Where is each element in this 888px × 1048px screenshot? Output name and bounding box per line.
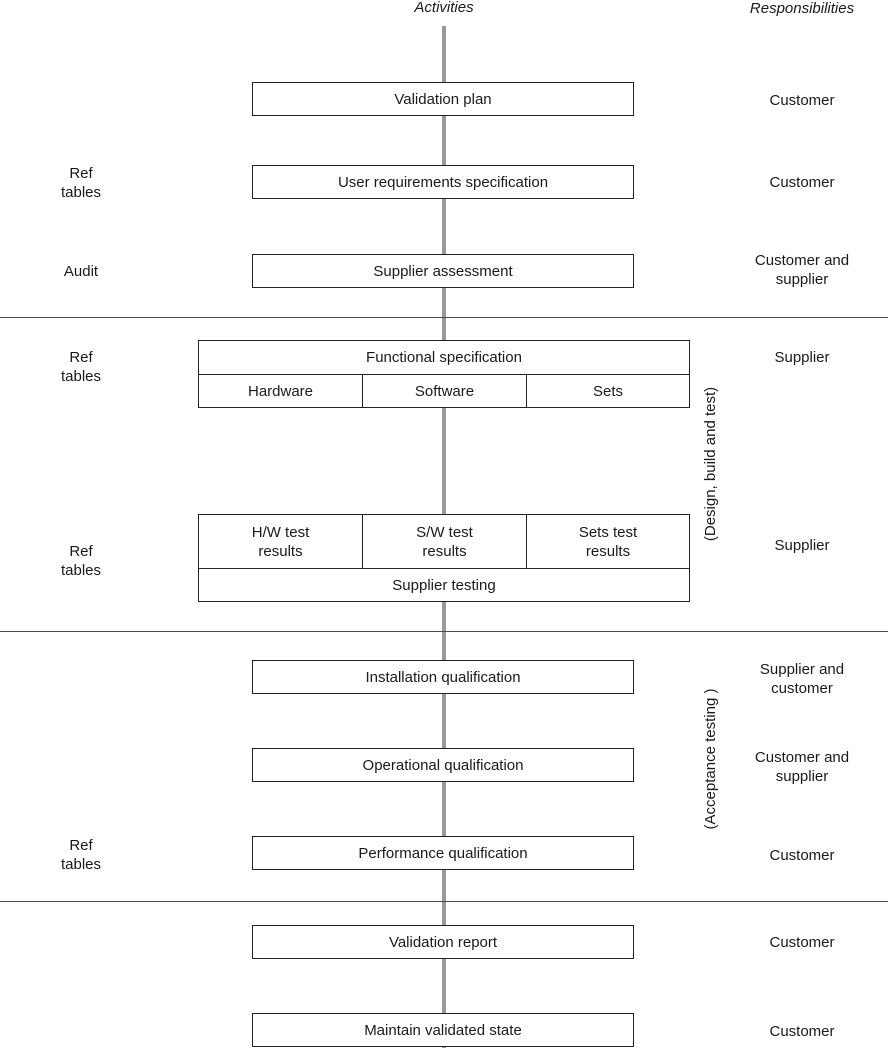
user-requirements-responsibility: Customer [769, 173, 835, 191]
supplier-assessment-responsibility: Customer and supplier [754, 252, 850, 288]
phase-separator-2 [0, 631, 888, 632]
phase-separator-3 [0, 901, 888, 902]
acceptance-testing-phase-label: (Acceptance testing ) [702, 688, 719, 830]
performance-qualification-box: Performance qualification [252, 836, 634, 870]
functional-spec-responsibility: Supplier [774, 348, 830, 366]
user-requirements-box: User requirements specification [252, 165, 634, 199]
supplier-assessment-audit: Audit [63, 262, 99, 280]
supplier-testing-ref-tables: Ref tables [60, 543, 102, 579]
supplier-testing-group [198, 514, 690, 602]
design-build-test-phase-label: (Design, build and test) [702, 386, 719, 542]
sets-cell: Sets [592, 382, 623, 400]
performance-qualification-ref-tables: Ref tables [60, 837, 102, 873]
supplier-assessment-box: Supplier assessment [252, 254, 634, 288]
maintain-validated-state-box: Maintain validated state [252, 1013, 634, 1047]
performance-qualification-responsibility: Customer [769, 846, 835, 864]
supplier-testing-title: Supplier testing [392, 576, 496, 594]
functional-specification-group [198, 340, 690, 408]
sets-test-results-cell: Sets test results [578, 524, 638, 560]
software-cell: Software [414, 382, 475, 400]
responsibilities-header: Responsibilities [749, 0, 855, 17]
installation-qualification-responsibility: Supplier and customer [759, 661, 845, 697]
activities-header: Activities [414, 0, 474, 16]
hw-test-results-cell: H/W test results [251, 524, 310, 560]
operational-qualification-box: Operational qualification [252, 748, 634, 782]
hardware-cell: Hardware [247, 382, 314, 400]
validation-report-box: Validation report [252, 925, 634, 959]
phase-separator-1 [0, 317, 888, 318]
sw-test-results-cell: S/W test results [416, 524, 473, 560]
maintain-validated-state-responsibility: Customer [769, 1022, 835, 1040]
user-requirements-ref-tables: Ref tables [60, 165, 102, 201]
validation-plan-responsibility: Customer [769, 91, 835, 109]
installation-qualification-box: Installation qualification [252, 660, 634, 694]
functional-specification-title: Functional specification [366, 349, 522, 366]
functional-spec-ref-tables: Ref tables [60, 349, 102, 385]
validation-report-responsibility: Customer [769, 933, 835, 951]
validation-plan-box: Validation plan [252, 82, 634, 116]
supplier-testing-responsibility: Supplier [774, 536, 830, 554]
operational-qualification-responsibility: Customer and supplier [754, 749, 850, 785]
